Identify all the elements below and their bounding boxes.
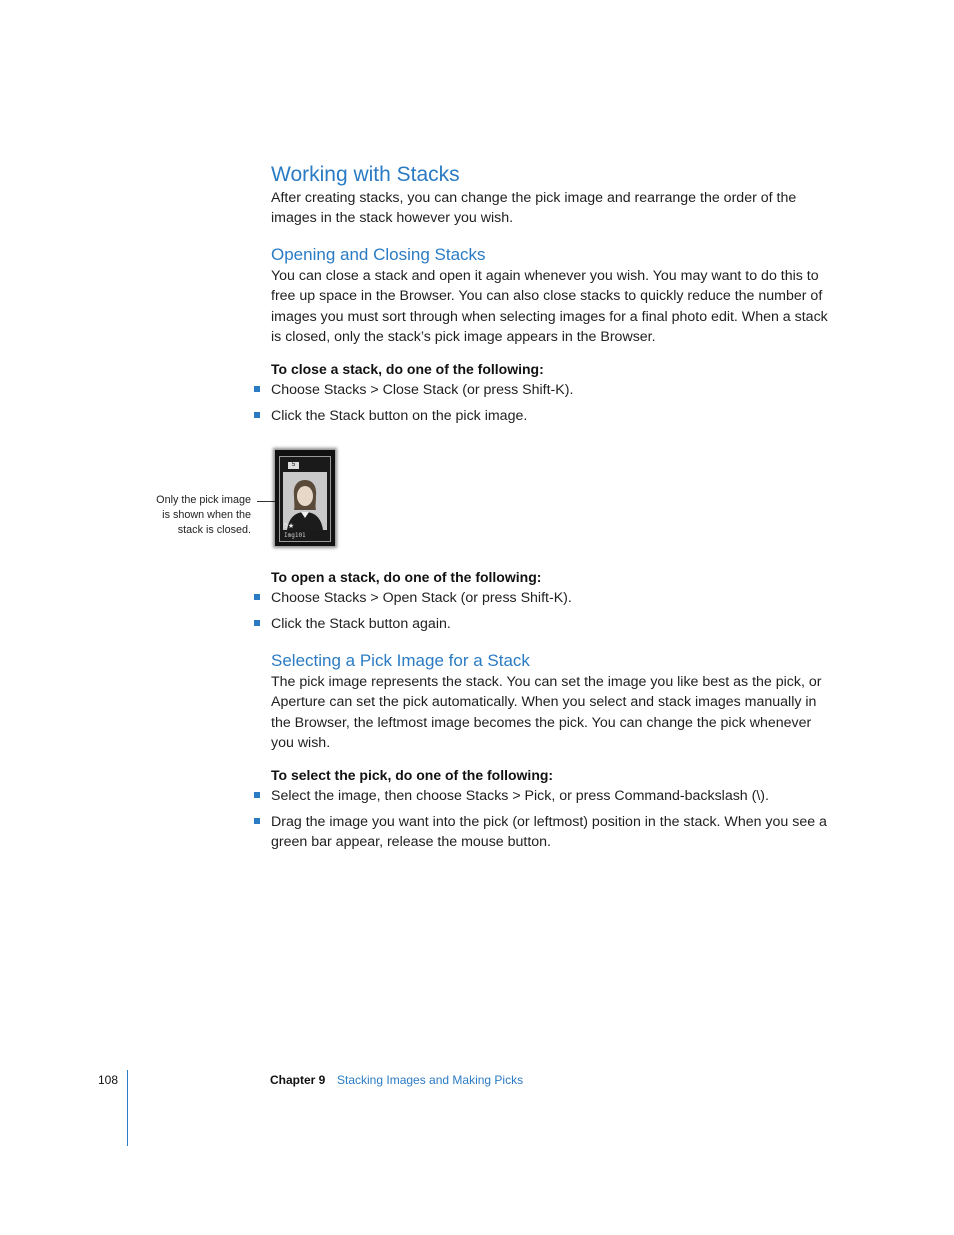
selecting-heading: Selecting a Pick Image for a Stack (271, 651, 530, 670)
bullet-square-icon (254, 620, 260, 626)
footer-divider (127, 1070, 128, 1146)
pick-image-thumbnail (275, 450, 335, 546)
list-item-text: Click the Stack button again. (271, 616, 451, 632)
bullet-square-icon (254, 594, 260, 600)
caption-line: Only the pick image (156, 494, 251, 506)
bullet-square-icon (254, 818, 260, 824)
footer-chapter: Chapter 9 (270, 1073, 326, 1087)
page-number: 108 (98, 1073, 119, 1087)
open-lead: To open a stack, do one of the following: (271, 569, 542, 585)
list-item-text: Click the Stack button on the pick image. (271, 408, 528, 424)
section-intro: After creating stacks, you can change the pick image and rearrange the order of the images in the stack however you wish. (271, 190, 797, 227)
list-item-text: Choose Stacks > Open Stack (or press Shift-K). (271, 590, 572, 606)
rating-label: 5★ (284, 523, 295, 530)
portrait-photo (283, 472, 327, 530)
select-lead: To select the pick, do one of the following: (271, 767, 554, 783)
selecting-body: The pick image represents the stack. You can set the image you like best as the pick, or Aperture can set the pick automatically. When you select and stack images manually in the Browser, the leftmost image becomes the pick. You can change the pick whenever you wish. (271, 674, 822, 751)
thumbnail-frame (279, 456, 331, 542)
bullet-square-icon (254, 386, 260, 392)
list-item-text: Select the image, then choose Stacks > Pick, or press Command-backslash (\). (271, 788, 769, 804)
close-lead: To close a stack, do one of the following: (271, 361, 544, 377)
section-title: Working with Stacks (271, 163, 460, 186)
portrait-image (283, 472, 327, 530)
footer-chapter-title: Stacking Images and Making Picks (337, 1073, 524, 1087)
stack-button: 5 (288, 462, 299, 469)
list-item-text: Choose Stacks > Close Stack (or press Shift-K). (271, 382, 574, 398)
figure-caption (121, 493, 251, 538)
caption-line: is shown when the (162, 509, 251, 521)
caption-line: stack is closed. (177, 524, 251, 536)
bullet-square-icon (254, 792, 260, 798)
bullet-square-icon (254, 412, 260, 418)
opening-body: You can close a stack and open it again whenever you wish. You may want to do this to free up space in the Browser. You can also close stacks to quickly reduce the number of images you must sort through when selecting images for a final photo edit. When a stack is closed, only the stack’s pick image appears in the Browser. (271, 268, 828, 345)
list-item-text: Drag the image you want into the pick (or leftmost) position in the stack. When you see a green bar appear, release the mouse button. (271, 814, 827, 851)
image-filename: Img101 (284, 532, 306, 539)
opening-heading: Opening and Closing Stacks (271, 245, 486, 264)
